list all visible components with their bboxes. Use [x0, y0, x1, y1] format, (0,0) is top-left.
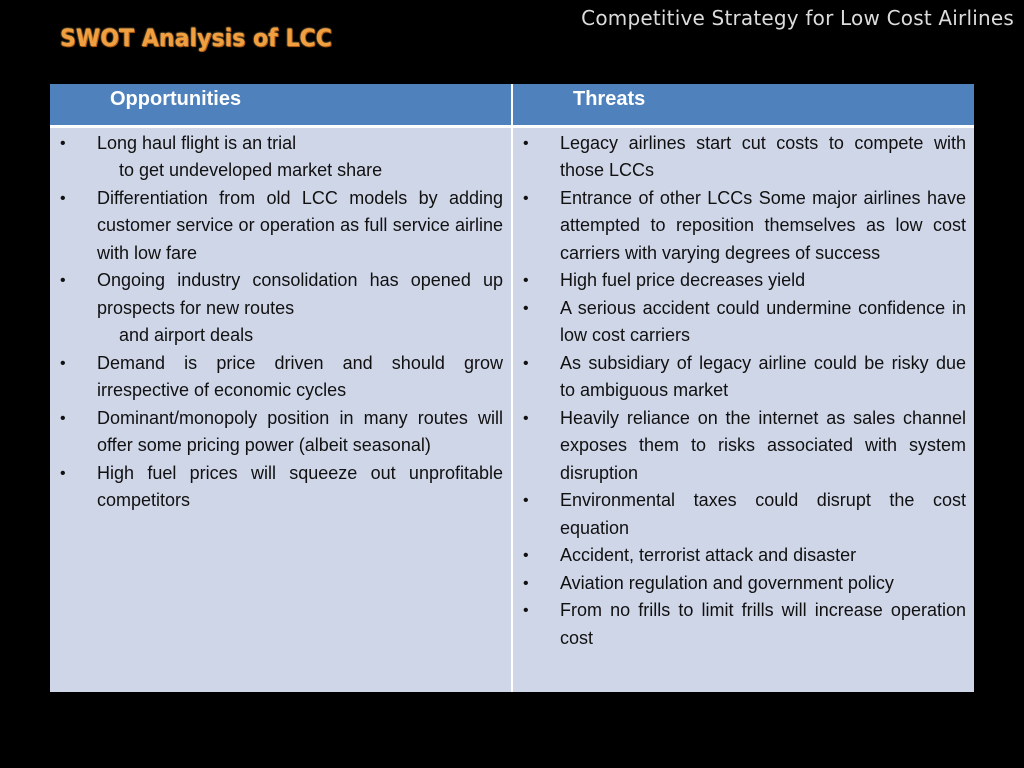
list-item — [56, 350, 503, 405]
list-item — [519, 405, 966, 488]
list-item — [56, 185, 503, 268]
threats-list — [519, 130, 966, 653]
bullet-icon: • — [523, 409, 529, 427]
bullet-icon: • — [523, 602, 529, 619]
bullet-icon: • — [523, 134, 529, 152]
opportunities-cell — [50, 126, 512, 692]
list-item — [56, 460, 503, 515]
bullet-icon: • — [60, 354, 66, 372]
list-item — [519, 185, 966, 268]
table-body-row — [50, 126, 974, 692]
list-item-text: Demand is price driven and should grow irrespective of economic cycles — [97, 352, 503, 400]
list-item-text: High fuel price decreases yield — [560, 270, 806, 290]
list-item — [519, 487, 966, 542]
list-item-text: Aviation regulation and government policy — [560, 572, 894, 593]
list-item — [519, 350, 966, 405]
list-item — [56, 267, 503, 350]
threats-heading: Threats — [512, 84, 974, 126]
bullet-icon: • — [523, 574, 529, 592]
list-item-text: From no frills to limit frills will increase operation cost — [560, 600, 966, 648]
bullet-icon: • — [60, 189, 66, 207]
bullet-icon: • — [60, 409, 66, 427]
slide-subtitle: Competitive Strategy for Low Cost Airlines — [581, 6, 1014, 30]
list-item-text: Legacy airlines start cut costs to compete with those LCCs — [560, 132, 966, 180]
bullet-icon: • — [60, 464, 66, 482]
list-item — [519, 597, 966, 652]
list-item-text: Dominant/monopoly position in many routes will offer some pricing power (albeit seasonal) — [97, 407, 503, 455]
list-item — [519, 130, 966, 185]
list-item-continuation: and airport deals — [119, 325, 254, 345]
list-item-text: Heavily reliance on the internet as sales channel exposes them to risks associated with system disruption — [560, 407, 966, 483]
bullet-icon: • — [60, 272, 66, 289]
list-item-text: High fuel prices will squeeze out unprofitable competitors — [97, 462, 503, 510]
bullet-icon: • — [523, 547, 529, 564]
bullet-icon: • — [523, 492, 529, 509]
opportunities-heading: Opportunities — [50, 84, 512, 126]
bullet-icon: • — [523, 272, 529, 289]
list-item-text: A serious accident could undermine confidence in low cost carriers — [560, 297, 966, 345]
list-item — [519, 542, 966, 570]
list-item-text: Entrance of other LCCs Some major airlines have attempted to reposition themselves as low cost carriers with varying degrees of success — [560, 187, 966, 263]
list-item — [519, 295, 966, 350]
list-item-text: Differentiation from old LCC models by adding customer service or operation as full service airline with low fare — [97, 187, 503, 263]
opportunities-list — [56, 130, 503, 515]
threats-cell — [512, 126, 974, 692]
bullet-icon: • — [60, 134, 66, 152]
list-item-text: Accident, terrorist attack and disaster — [560, 545, 857, 565]
list-item-continuation: to get undeveloped market share — [119, 160, 383, 180]
slide-title: SWOT Analysis of LCC — [60, 24, 332, 52]
list-item-text: Ongoing industry consolidation has opened up prospects for new routes — [97, 270, 503, 318]
bullet-icon: • — [523, 299, 529, 317]
list-item — [519, 267, 966, 295]
list-item-text: Environmental taxes could disrupt the cost equation — [560, 490, 966, 538]
swot-table — [50, 84, 974, 692]
list-item — [56, 130, 503, 185]
bullet-icon: • — [523, 189, 529, 207]
list-item-text: Long haul flight is an trial — [97, 132, 297, 153]
list-item-text: As subsidiary of legacy airline could be risky due to ambiguous market — [560, 352, 966, 400]
list-item — [56, 405, 503, 460]
bullet-icon: • — [523, 354, 529, 372]
list-item — [519, 570, 966, 598]
table-header-row — [50, 84, 974, 126]
